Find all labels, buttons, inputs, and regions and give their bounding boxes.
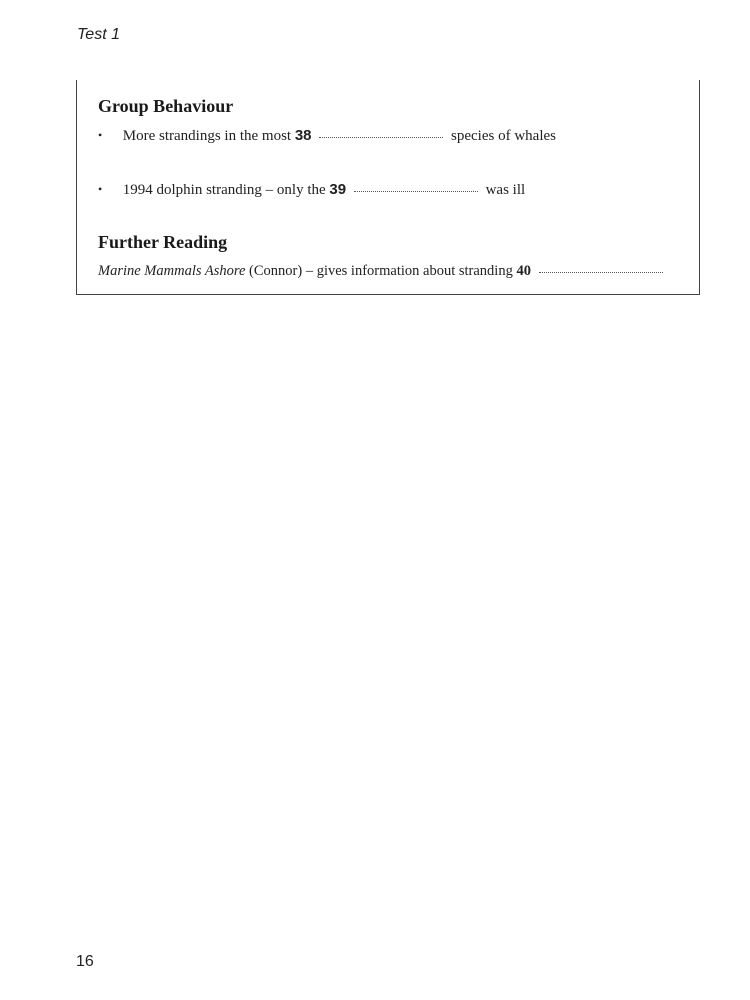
answer-40-blank[interactable]	[539, 271, 663, 273]
answer-39-blank[interactable]	[354, 190, 478, 192]
question-40-line	[98, 263, 667, 280]
notes-box	[76, 80, 700, 295]
question-40-number: 40	[516, 263, 531, 279]
bullet: •	[98, 128, 103, 142]
question-40-text: (Connor) – gives information about stranding	[249, 263, 513, 279]
test-label: Test 1	[77, 26, 120, 43]
further-reading-heading: Further Reading	[98, 232, 228, 252]
question-39-number: 39	[329, 181, 347, 198]
book-title: Marine Mammals Ashore	[98, 263, 246, 279]
question-39-line	[98, 181, 525, 199]
answer-38-blank[interactable]	[319, 136, 443, 138]
question-38-text-after: species of whales	[451, 128, 556, 144]
question-39-text-before: 1994 dolphin stranding – only the	[122, 182, 326, 198]
question-38-text-before: More strandings in the most	[122, 128, 292, 144]
question-38-number: 38	[294, 127, 312, 144]
bullet: •	[98, 182, 103, 196]
question-39-text-after: was ill	[485, 182, 526, 198]
group-behaviour-heading: Group Behaviour	[98, 96, 234, 116]
page-number: 16	[76, 953, 94, 970]
question-38-line	[98, 127, 556, 145]
